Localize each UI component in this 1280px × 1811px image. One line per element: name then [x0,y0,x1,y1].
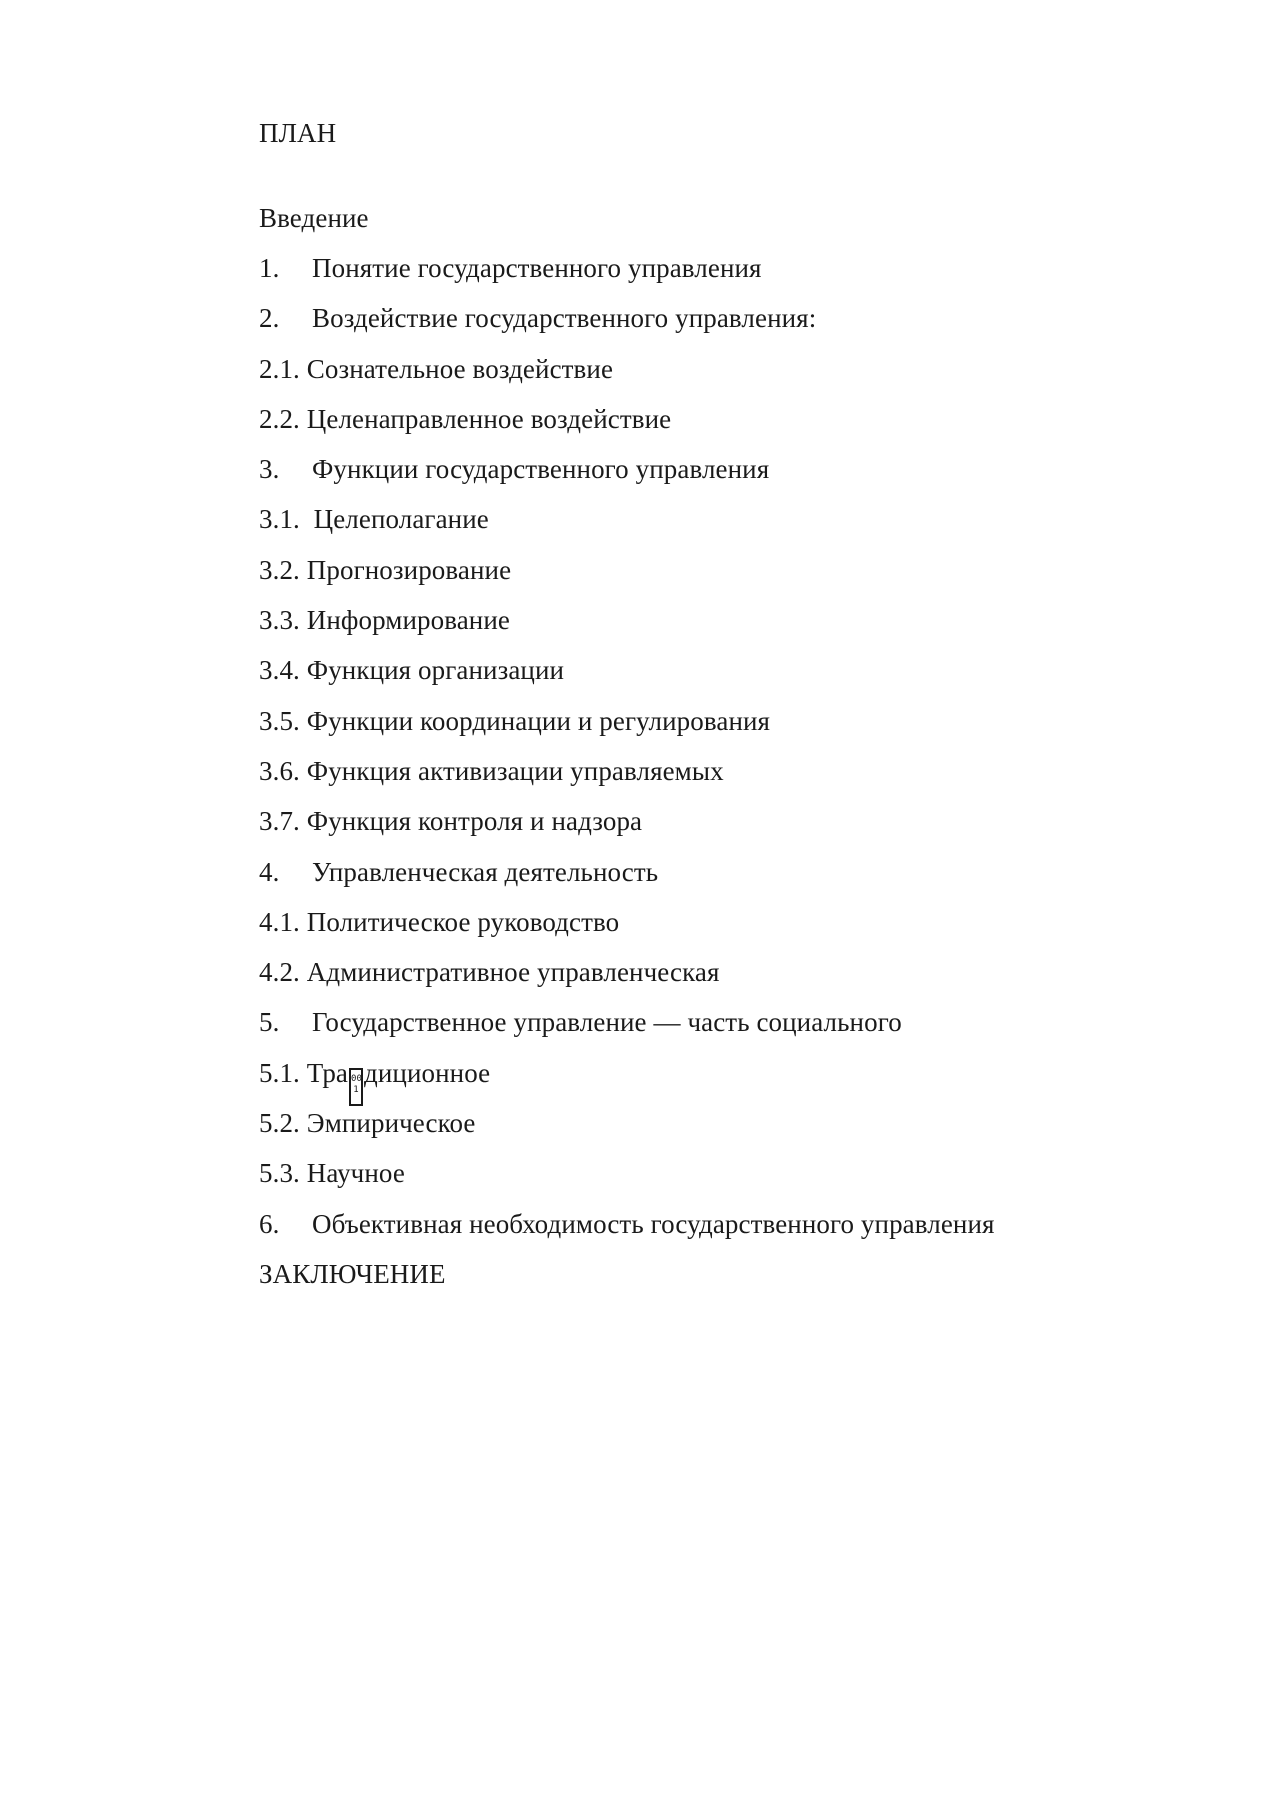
plan-item [259,404,1159,434]
plan-item-text: Политическое руководство [306,906,620,937]
plan-item [259,655,1159,685]
missing-glyph-icon: 00 1 [349,1068,363,1106]
plan-item-number: 1. [259,253,280,283]
plan-item [259,1108,1159,1138]
plan-content [259,118,1159,1289]
plan-item-text: Административное управленческая [306,957,720,988]
plan-item-number: 2. [259,303,280,334]
plan-item [259,354,1159,384]
plan-item-number: 4. [259,856,280,887]
plan-item [259,756,1159,786]
plan-item-text: Эмпирическое [306,1108,476,1139]
plan-item-text: Тра [306,1057,349,1088]
plan-item [259,1209,1159,1239]
plan-item-text: Управленческая деятельность [312,856,659,887]
plan-item-number: 3. [259,454,280,485]
plan-item-number: 3.2. [259,554,300,585]
plan-item-text: Функции координации и регулирования [306,705,771,736]
plan-item-number: 5.2. [259,1108,300,1139]
plan-item-number: 5.1. [259,1057,300,1088]
plan-item-number: 3.1. [259,504,300,535]
plan-item-number: 2.1. [259,353,300,384]
plan-item-number: 3.4. [259,655,300,686]
plan-item-text: Сознательное воздействие [306,353,614,384]
plan-item [259,706,1159,736]
plan-item [259,957,1159,987]
plan-item-number: 3.7. [259,806,300,837]
plan-item-text: Функция организации [306,655,565,686]
page-title: ПЛАН [259,118,337,148]
plan-list [259,253,1159,1239]
plan-item [259,303,1159,333]
plan-item-text: Понятие государственного управления [312,253,762,283]
plan-item-number: 5. [259,1007,280,1038]
conclusion-heading: ЗАКЛЮЧЕНИЕ [259,1258,446,1289]
plan-item-text: Прогнозирование [306,554,512,585]
plan-item-number: 3.6. [259,755,300,786]
plan-item-number: 3.5. [259,705,300,736]
plan-item [259,454,1159,484]
plan-item [259,907,1159,937]
plan-item-text: Государственное управление — часть социального [312,1007,902,1038]
plan-item-text: Функция активизации управляемых [306,755,724,786]
plan-item-text: Информирование [306,605,510,636]
plan-item-number: 4.2. [259,957,300,988]
plan-item [259,605,1159,635]
plan-item [259,555,1159,585]
plan-item-text: Целенаправленное воздействие [306,403,672,434]
plan-item [259,1007,1159,1037]
plan-item [259,504,1159,534]
plan-item [259,1057,1159,1095]
plan-item [259,806,1159,836]
plan-item-number: 3.3. [259,605,300,636]
plan-item-number: 2.2. [259,403,300,434]
plan-item-text: Воздействие государственного управления: [312,303,817,334]
plan-item [259,253,1159,283]
plan-item-text: Функции государственного управления [312,454,770,485]
plan-item-number: 6. [259,1208,280,1239]
plan-item-number: 4.1. [259,906,300,937]
plan-item-text: Научное [306,1158,405,1189]
intro-heading: Введение [259,203,369,233]
plan-item-text: Функция контроля и надзора [306,806,643,837]
plan-item-text: диционное [364,1057,491,1088]
plan-item-text: Объективная необходимость государственного управления [312,1208,995,1239]
plan-item-number: 5.3. [259,1158,300,1189]
plan-item [259,857,1159,887]
plan-item-text: Целеполагание [306,504,489,535]
plan-item [259,1158,1159,1188]
